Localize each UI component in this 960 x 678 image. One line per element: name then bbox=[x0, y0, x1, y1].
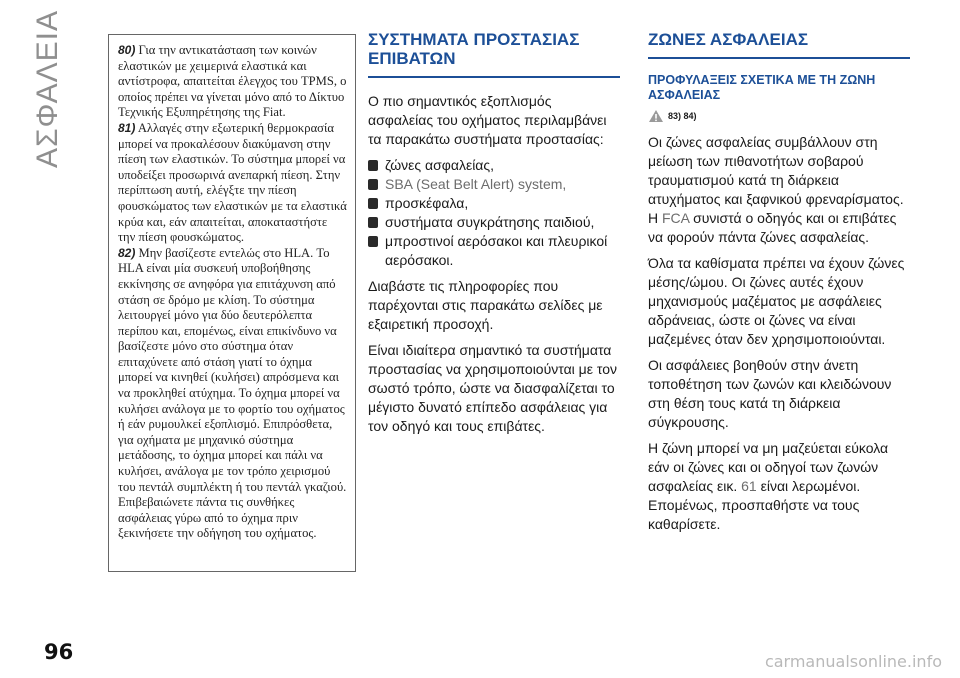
list-item bbox=[368, 232, 620, 270]
bullet-icon bbox=[368, 236, 378, 247]
list-item-text: SBA (Seat Belt Alert) system, bbox=[385, 176, 567, 192]
section-side-tab-label: ΑΣΦΑΛΕΙΑ bbox=[31, 9, 64, 169]
section-title: ΖΩΝΕΣ ΑΣΦΑΛΕΙΑΣ bbox=[648, 30, 910, 59]
seat-belts-section bbox=[648, 30, 910, 541]
figure-ref: 61 bbox=[741, 478, 757, 494]
text-run: είναι λερωμένοι. Επομένως, προσπαθήστε να τους καθαρίσετε. bbox=[648, 478, 861, 532]
paragraph: Όλα τα καθίσματα πρέπει να έχουν ζώνες μέσης/ώμου. Οι ζώνες αυτές έχουν μηχανισμούς μαζέματος με ασφάλειες αδράνειας, ώστε οι ζώνες να είναι μαζεμένες όταν δεν χρησιμοποιούνται. bbox=[648, 255, 905, 347]
note-82 bbox=[118, 246, 347, 542]
list-item bbox=[368, 175, 620, 194]
list-item bbox=[368, 213, 620, 232]
occupant-protection-section bbox=[368, 30, 620, 443]
subsection-title: ΠΡΟΦΥΛΑΞΕΙΣ ΣΧΕΤΙΚΑ ΜΕ ΤΗ ΖΩΝΗ ΑΣΦΑΛΕΙΑΣ bbox=[648, 73, 876, 102]
text-run: Η ζώνη μπορεί να μη μαζεύεται εύκολα εάν οι ζώνες και οι οδηγοί των ζωνών ασφαλείας εικ. bbox=[648, 440, 889, 494]
warning-refs: 83) 84) bbox=[668, 110, 697, 121]
text-run: συνιστά ο οδηγός και οι επιβάτες να φορούν πάντα ζώνες ασφαλείας. bbox=[648, 210, 897, 245]
page-number: 96 bbox=[44, 640, 74, 664]
bullet-icon bbox=[368, 198, 378, 209]
list-item bbox=[368, 156, 620, 175]
note-80 bbox=[118, 43, 347, 121]
text-run: Οι ζώνες ασφαλείας συμβάλλουν στη μείωση των πιθανοτήτων σοβαρού τραυματισμού κατά τη διάρκεια ατυχήματος και ξαφνικού φρεναρίσματος. Η bbox=[648, 134, 904, 226]
paragraph: Οι ασφάλειες βοηθούν στην άνετη τοποθέτηση των ζωνών και κλειδώνουν στη θέση τους κατά τη διάρκεια σύγκρουσης. bbox=[648, 357, 892, 430]
note-text: Αλλαγές στην εξωτερική θερμοκρασία μπορεί να προκαλέσουν διακύμανση στην πίεση των ελαστικών. Το σύστημα μπορεί να υποδείξει προσωρινά ανεπαρκή πίεση. Στην περίπτωση αυτή, ελέγξτε την πίεση φουσκώματος των ελαστικών με τα ελαστικά κρύα και, εάν απαιτείται, αποκαταστήστε την πίεση φουσκώματος. bbox=[118, 120, 347, 245]
intro-paragraph: Ο πιο σημαντικός εξοπλισμός ασφαλείας του οχήματος περιλαμβάνει τα παρακάτω συστήματα προστασίας: bbox=[368, 93, 607, 147]
note-text: Μην βασίζεστε εντελώς στο HLA. Το HLA είναι μία συσκευή υποβοήθησης εκκίνησης σε ανηφόρα για επιτάχυνση από στάση σε δρόμο με κλίση. Το σύστημα λειτουργεί μόνο για δύο δευτερόλεπτα περίπου και, επομένως, είναι επικίνδυνο να βασίζεστε μόνο στο σύστημα όταν επιταχύνετε από στάση γιατί το όχημα μπορεί να κινηθεί (κυλήσει) απρόσμενα και να προκληθεί ατύχημα. Το όχημα μπορεί να κυλήσει ανάλογα με το φορτίο του οχήματος ή εάν ρυμουλκεί εξοπλισμό. Επιπρόσθετα, για οχήματα με μηχανικό σύστημα μετάδοσης, το όχημα μπορεί και πάλι να κυλήσει, ανάλογα με τον τρόπο χειρισμού του πεντάλ συμπλέκτη ή του πεντάλ γκαζιού. Επιβεβαιώνετε πάντα τις συνθήκες ασφάλειας γύρω από το όχημα πριν ξεκινήσετε την οδήγηση του οχήματος. bbox=[118, 245, 347, 541]
bullet-icon bbox=[368, 160, 378, 171]
protection-systems-list bbox=[368, 156, 620, 270]
section-side-tab bbox=[20, 9, 76, 169]
note-text: Για την αντικατάσταση των κοινών ελαστικών με χειμερινά ελαστικά και αντίστροφα, απαιτείται έλεγχος του TPMS, ο οποίος πρέπει να γίνεται μόνο από το Δίκτυο Τεχνικής Εξυπηρέτησης της Fiat. bbox=[118, 43, 347, 120]
note-number: 81) bbox=[118, 120, 136, 135]
paragraph: Είναι ιδιαίτερα σημαντικό τα συστήματα προστασίας να χρησιμοποιούνται με τον σωστό τρόπο, ώστε να διασφαλίζεται το μέγιστο δυνατό επίπεδο ασφάλειας για τον οδηγό και τους επιβάτες. bbox=[368, 342, 617, 434]
section-title: ΣΥΣΤΗΜΑΤΑ ΠΡΟΣΤΑΣΙΑΣ ΕΠΙΒΑΤΩΝ bbox=[368, 30, 620, 78]
warning-icon bbox=[648, 109, 664, 123]
watermark: carmanualsonline.info bbox=[764, 652, 942, 671]
notes-box bbox=[108, 34, 356, 572]
note-number: 80) bbox=[118, 43, 136, 57]
list-item-text: μπροστινοί αερόσακοι και πλευρικοί αερόσακοι. bbox=[385, 233, 608, 268]
bullet-icon bbox=[368, 217, 378, 228]
paragraph bbox=[648, 439, 910, 534]
paragraph bbox=[648, 133, 910, 247]
list-item-text: συστήματα συγκράτησης παιδιού, bbox=[385, 214, 595, 230]
brand-text: FCA bbox=[662, 210, 690, 226]
list-item-text: ζώνες ασφαλείας, bbox=[385, 157, 495, 173]
list-item-text: προσκέφαλα, bbox=[385, 195, 469, 211]
paragraph: Διαβάστε τις πληροφορίες που παρέχονται στις παρακάτω σελίδες με εξαιρετική προσοχή. bbox=[368, 278, 603, 332]
warning-reference bbox=[648, 109, 910, 123]
note-number: 82) bbox=[118, 245, 136, 260]
list-item bbox=[368, 194, 620, 213]
bullet-icon bbox=[368, 179, 378, 190]
note-81 bbox=[118, 121, 347, 246]
